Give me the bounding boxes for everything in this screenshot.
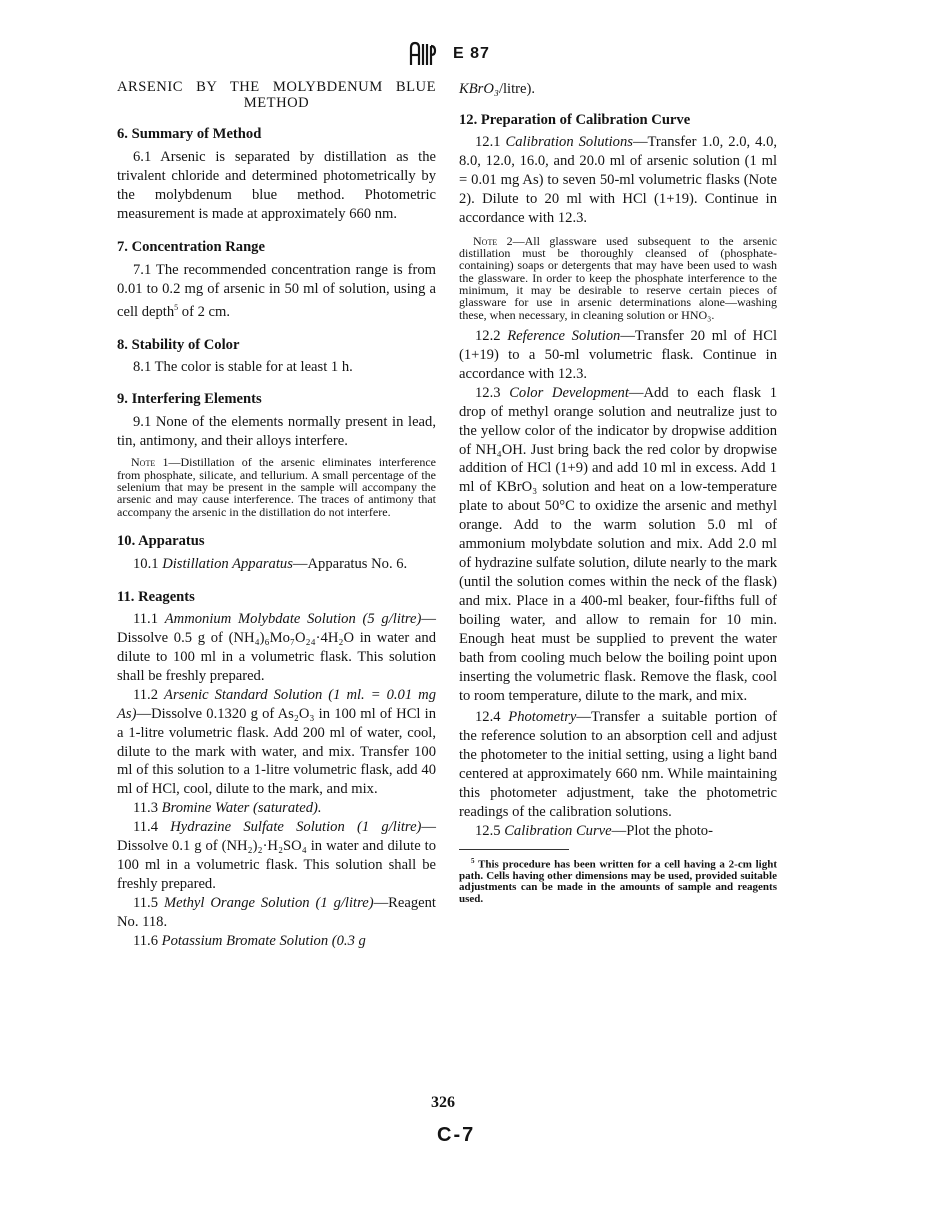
- section-11-1-title: Ammonium Molybdate Solution (5 g/litre): [164, 610, 422, 627]
- section-9-heading: 9. Interfering Elements: [117, 391, 262, 408]
- note-1-text: 1—Distillation of the arsenic eliminates interference from phosphate, silicate, and tellurium. A small percentage of the selenium that may be present in the sample will accompany the arsenic and may cause interference. The traces of antimony that accompany the arsenic in the distillation do not interfere.: [117, 455, 436, 519]
- section-11-5-num: 11.5: [133, 895, 164, 912]
- section-11-4-body: —Dissolve 0.1 g of (NH₂)₂·H₂SO₄ in water and dilute to 100 ml in a volumetric flask. This solution shall be freshly prepared.: [117, 819, 437, 893]
- method-title-line1: ARSENIC BY THE MOLYBDENUM BLUE: [117, 79, 436, 95]
- section-12-5-title: Calibration Curve: [504, 822, 612, 839]
- section-12-heading: 12. Preparation of Calibration Curve: [459, 111, 691, 128]
- page-number: 326: [431, 1094, 455, 1111]
- section-12-1-text: [459, 133, 777, 228]
- astm-logo-icon: [408, 41, 438, 67]
- section-12-5-num: 12.5: [475, 822, 505, 839]
- note-1-label: Note: [131, 455, 156, 470]
- section-12-1-body: —Transfer 1.0, 2.0, 4.0, 8.0, 12.0, 16.0, and 20.0 ml of arsenic solution (1 ml = 0.01 mg As) to seven 50-ml volumetric flasks (Note 2). Dilute to 20 ml with HCl (1+19). Continue in accordance with 12.3.: [459, 133, 778, 226]
- section-12-2-title: Reference Solution: [507, 327, 621, 344]
- standard-designation: E 87: [453, 45, 490, 62]
- section-11-6-title: Potassium Bromate Solution (0.3 g: [161, 933, 366, 950]
- section-12-3-body: —Add to each flask 1 drop of methyl orange solution and neutralize just to the yellow color of the indicator by dropwise addition of NH₄OH. Just bring back the red color by dropwise addition of HCl (1+9) and add 10 ml in excess. Add 1 ml of KBrO₃ solution and heat on a low-temperature plate to about 50°C to oxidize the arsenic and methyl orange. Add to the warm solution 5.0 ml of ammonium molybdate solution and mix. Add 2.0 ml of hydrazine sulfate solution, dilute nearly to the mark (until the solution comes within the neck of the flask) and mix. Place in a 400-ml beaker, four-fifths full of boiling water, and allow to remain for 10 min. Enough heat must be supplied to prevent the water bath from cooling much below the boiling point upon inserting the volumetric flask. Remove the flask, cool to room temperature, dilute to the mark, and mix.: [459, 384, 777, 704]
- section-9-1-text: 9.1 None of the elements normally present in lead, tin, antimony, and their alloys interfere.: [117, 414, 436, 450]
- section-7-1-text: [117, 261, 436, 322]
- section-12-4-num: 12.4: [475, 708, 509, 725]
- section-11-6-continued: [459, 80, 777, 99]
- section-6-1-text: 6.1 Arsenic is separated by distillation as the trivalent chloride and determined photometrically by the molybdenum blue method. Photometric measurement is made at approximately 660 nm.: [117, 149, 436, 222]
- note-2-label: Note: [473, 233, 498, 248]
- section-11-2-num: 11.2: [133, 686, 165, 703]
- right-column: [459, 80, 777, 905]
- section-11-6-text: [117, 932, 436, 951]
- footnote-5-text: This procedure has been written for a cell having a 2-cm light path. Cells having other dimensions may be used, provided suitable adjustments can be made in the amounts of sample and reagents used.: [459, 858, 777, 905]
- section-12-5-text: [459, 822, 777, 841]
- section-12-3-text: [459, 384, 777, 706]
- section-11-6-continued-text: /litre).: [498, 81, 536, 97]
- section-10-1-title: Distillation Apparatus: [162, 555, 293, 572]
- section-11-4-title: Hydrazine Sulfate Solution (1 g/litre): [170, 819, 422, 836]
- section-7-1-text-a: 7.1 The recommended concentration range is from 0.01 to 0.2 mg of arsenic in 50 ml of solution, using a cell depth: [117, 261, 436, 320]
- section-12-2-num: 12.2: [475, 327, 508, 344]
- footnote-divider: [459, 849, 569, 850]
- section-11-2-title: Arsenic Standard Solution (1 ml. = 0.01 mg As): [117, 686, 436, 722]
- section-12-3-num: 12.3: [475, 384, 510, 401]
- section-7-heading: 7. Concentration Range: [117, 238, 265, 255]
- section-12-1-title: Calibration Solutions: [505, 133, 633, 150]
- section-11-4-num: 11.4: [133, 819, 171, 836]
- method-title: [117, 80, 436, 111]
- section-12-4-text: [459, 708, 777, 822]
- section-6-heading: 6. Summary of Method: [117, 126, 262, 142]
- note-1: [117, 456, 436, 517]
- section-11-3-text: [117, 799, 436, 818]
- section-11-5-text: [117, 894, 436, 932]
- section-8-1-text: 8.1 The color is stable for at least 1 h.: [133, 358, 353, 375]
- section-code: C-7: [437, 1124, 476, 1146]
- section-12-3-title: Color Development: [509, 384, 629, 401]
- section-11-5-body: —Reagent No. 118.: [117, 895, 436, 931]
- note-2: [459, 235, 777, 321]
- section-11-3-num: 11.3: [133, 800, 162, 817]
- section-12-4-title: Photometry: [508, 708, 577, 725]
- section-12-1-num: 12.1: [475, 133, 506, 150]
- method-title-line2: METHOD: [243, 94, 310, 111]
- section-11-6-num: 11.6: [133, 933, 162, 950]
- kbro3-formula: KBrO₃: [459, 81, 499, 97]
- section-10-1-body: —Apparatus No. 6.: [292, 555, 408, 572]
- section-8-heading: 8. Stability of Color: [117, 336, 240, 353]
- section-11-3-title: Bromine Water (saturated).: [161, 800, 322, 817]
- section-11-2-text: [117, 686, 436, 800]
- section-11-1-body: —Dissolve 0.5 g of (NH₄)₆Mo₇O₂₄·4H₂O in water and dilute to 100 ml in a volumetric flask. This solution shall be freshly prepared.: [117, 610, 436, 684]
- footnote-ref-5: 5: [174, 302, 179, 312]
- section-12-2-body: —Transfer 20 ml of HCl (1+19) to a 50-ml volumetric flask. Continue in accordance with 12.3.: [459, 327, 777, 382]
- section-11-5-title: Methyl Orange Solution (1 g/litre): [163, 895, 374, 912]
- section-11-1-text: [117, 610, 436, 686]
- section-12-5-body: —Plot the photo-: [611, 822, 713, 839]
- section-10-1-num: 10.1: [133, 555, 163, 572]
- section-11-heading: 11. Reagents: [117, 588, 195, 605]
- section-10-heading: 10. Apparatus: [117, 532, 205, 549]
- section-7-1-text-b: of 2 cm.: [178, 303, 231, 320]
- section-12-2-text: [459, 327, 777, 384]
- note-2-text: 2—All glassware used subsequent to the arsenic distillation must be thoroughly cleansed of (phosphate-containing) soaps or detergents that may have been used to wash the glassware. In order to keep the phosphate interference to the minimum, it may be desirable to reserve certain pieces of glassware for use in arsenic determinations alone—washing these, when necessary, in cleaning solution or HNO₃.: [459, 233, 777, 322]
- section-11-4-text: [117, 818, 436, 894]
- footnote-5-marker: 5: [471, 856, 475, 865]
- section-10-1-text: [117, 555, 436, 574]
- section-11-2-body: —Dissolve 0.1320 g of As₂O₃ in 100 ml of HCl in a 1-litre volumetric flask. Add 200 ml of water, cool, dilute to the mark with water, and mix. Transfer 100 ml of this solution to a 1-litre volumetric flask, add 40 ml of HCl, cool, dilute to the mark, and mix.: [117, 705, 436, 798]
- section-11-1-num: 11.1: [133, 610, 165, 627]
- left-column: [117, 80, 436, 951]
- section-12-4-body: —Transfer a suitable portion of the reference solution to an absorption cell and adjust the photometer to the initial setting, using a light band centered at approximately 660 nm. While maintaining this photometer adjustment, take the photometric readings of the calibration solutions.: [459, 708, 777, 820]
- footnote-5: [459, 856, 777, 906]
